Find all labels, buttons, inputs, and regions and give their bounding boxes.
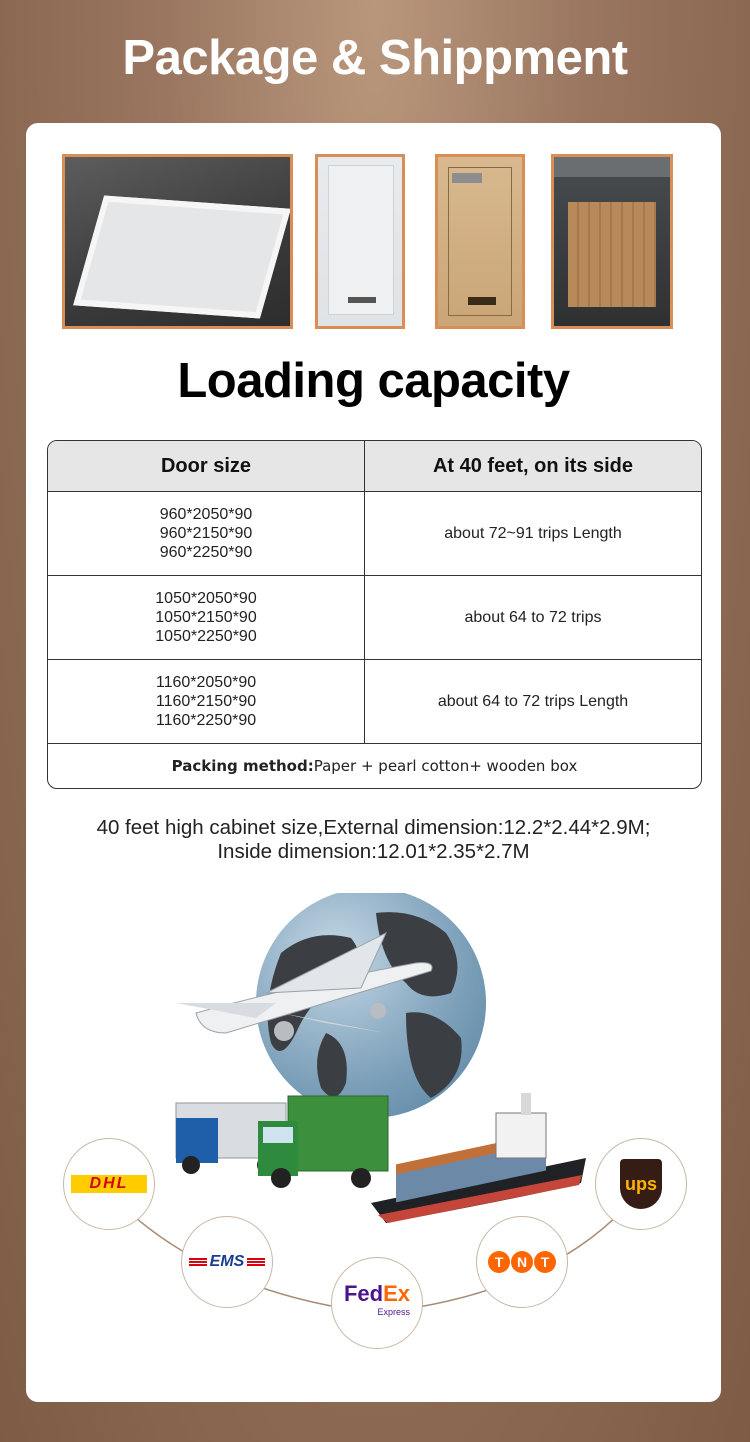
photo-wrapped-door [315,154,405,329]
capacity-cell: about 64 to 72 trips [464,609,602,626]
carrier-dhl [63,1138,155,1230]
column-header-capacity: At 40 feet, on its side [432,454,634,477]
capacity-cell: about 72~91 trips Length [444,525,622,542]
door-size-value: 1050*2150*90 [155,609,257,626]
cabinet-dimensions [26,816,721,864]
fedex-logo-icon: FedEx Express [343,1281,411,1317]
page-title: Package & Shippment [122,31,628,85]
door-size-value: 960*2050*90 [159,506,253,523]
door-size-value: 1160*2250*90 [155,712,257,729]
ups-logo-icon: ups [620,1159,662,1209]
table-row [48,576,701,660]
door-size-value: 1050*2050*90 [155,590,257,607]
table-row [48,660,701,744]
table-header [48,441,701,492]
door-size-value: 960*2150*90 [159,525,253,542]
door-size-value: 1050*2250*90 [155,628,257,645]
carrier-ups [595,1138,687,1230]
table-row [48,492,701,576]
logistics-illustration [26,893,721,1373]
loading-table [47,440,702,789]
carrier-fedex [331,1257,423,1349]
carrier-tnt [476,1216,568,1308]
ems-logo-icon: EMS [189,1253,266,1271]
cabinet-external-dimension: 40 feet high cabinet size,External dimension:12.2*2.44*2.9M; [96,816,651,839]
capacity-cell: about 64 to 72 trips Length [437,693,629,710]
door-size-cell [48,492,365,575]
loading-capacity-heading: Loading capacity [177,354,570,408]
photo-wooden-box [435,154,525,329]
content-card [26,123,721,1402]
carrier-ems [181,1216,273,1308]
package-photos [26,123,721,343]
door-size-value: 1160*2150*90 [155,693,257,710]
door-size-cell [48,660,365,743]
photo-container-loaded [551,154,673,329]
tnt-logo-icon: T N T [488,1251,556,1273]
door-size-value: 960*2250*90 [159,544,253,561]
column-header-door-size: Door size [48,441,365,491]
packing-method-label: Packing method: [171,757,314,775]
photo-door-frame [62,154,293,329]
dhl-logo-icon: DHL [71,1175,147,1193]
packing-method-row [48,744,701,788]
cabinet-inside-dimension: Inside dimension:12.01*2.35*2.7M [217,840,530,863]
door-size-cell [48,576,365,659]
door-size-value: 1160*2050*90 [155,674,257,691]
packing-method-value: Paper + pearl cotton+ wooden box [313,757,578,775]
